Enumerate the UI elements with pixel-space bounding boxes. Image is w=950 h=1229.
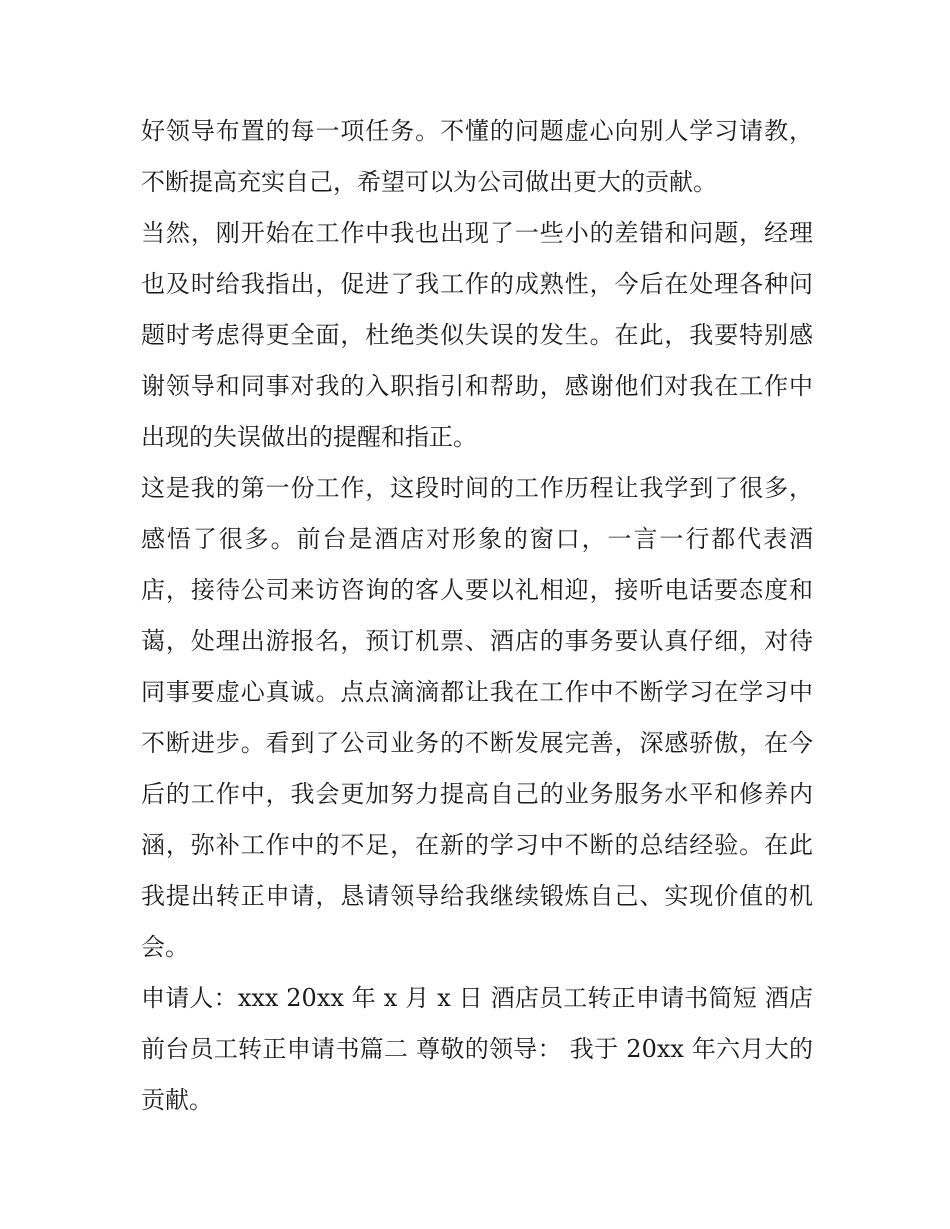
text-line: 感悟了很多。前台是酒店对形象的窗口，一言一行都代表酒 bbox=[141, 525, 813, 553]
text-line: 贡献。 bbox=[141, 1086, 213, 1114]
text-line: 也及时给我指出，促进了我工作的成熟性，今后在处理各种问 bbox=[141, 270, 813, 298]
text-line: 不断提高充实自己，希望可以为公司做出更大的贡献。 bbox=[141, 168, 717, 196]
text-line: 不断进步。看到了公司业务的不断发展完善，深感骄傲，在今 bbox=[141, 729, 813, 757]
text-line: 店，接待公司来访咨询的客人要以礼相迎，接听电话要态度和 bbox=[141, 576, 813, 604]
text-line: 这是我的第一份工作，这段时间的工作历程让我学到了很多， bbox=[141, 474, 813, 502]
text-line: 蔼，处理出游报名，预订机票、酒店的事务要认真仔细，对待 bbox=[141, 627, 813, 655]
text-line: 同事要虚心真诚。点点滴滴都让我在工作中不断学习在学习中 bbox=[141, 678, 813, 706]
text-line: 谢领导和同事对我的入职指引和帮助，感谢他们对我在工作中 bbox=[141, 372, 813, 400]
text-line: 申请人：xxx 20xx 年 x 月 x 日 酒店员工转正申请书简短 酒店 bbox=[141, 984, 813, 1012]
document-body bbox=[141, 106, 813, 1126]
text-line: 出现的失误做出的提醒和指正。 bbox=[141, 423, 477, 451]
text-line: 当然，刚开始在工作中我也出现了一些小的差错和问题，经理 bbox=[141, 219, 813, 247]
text-line: 前台员工转正申请书篇二 尊敬的领导： 我于 20xx 年六月大的 bbox=[141, 1035, 813, 1063]
text-line: 题时考虑得更全面，杜绝类似失误的发生。在此，我要特别感 bbox=[141, 321, 813, 349]
text-line: 我提出转正申请，恳请领导给我继续锻炼自己、实现价值的机 bbox=[141, 882, 813, 910]
text-line: 涵，弥补工作中的不足，在新的学习中不断的总结经验。在此 bbox=[141, 831, 813, 859]
text-line: 会。 bbox=[141, 933, 189, 961]
text-line: 好领导布置的每一项任务。不懂的问题虚心向别人学习请教， bbox=[141, 117, 813, 145]
text-line: 后的工作中，我会更加努力提高自己的业务服务水平和修养内 bbox=[141, 780, 813, 808]
